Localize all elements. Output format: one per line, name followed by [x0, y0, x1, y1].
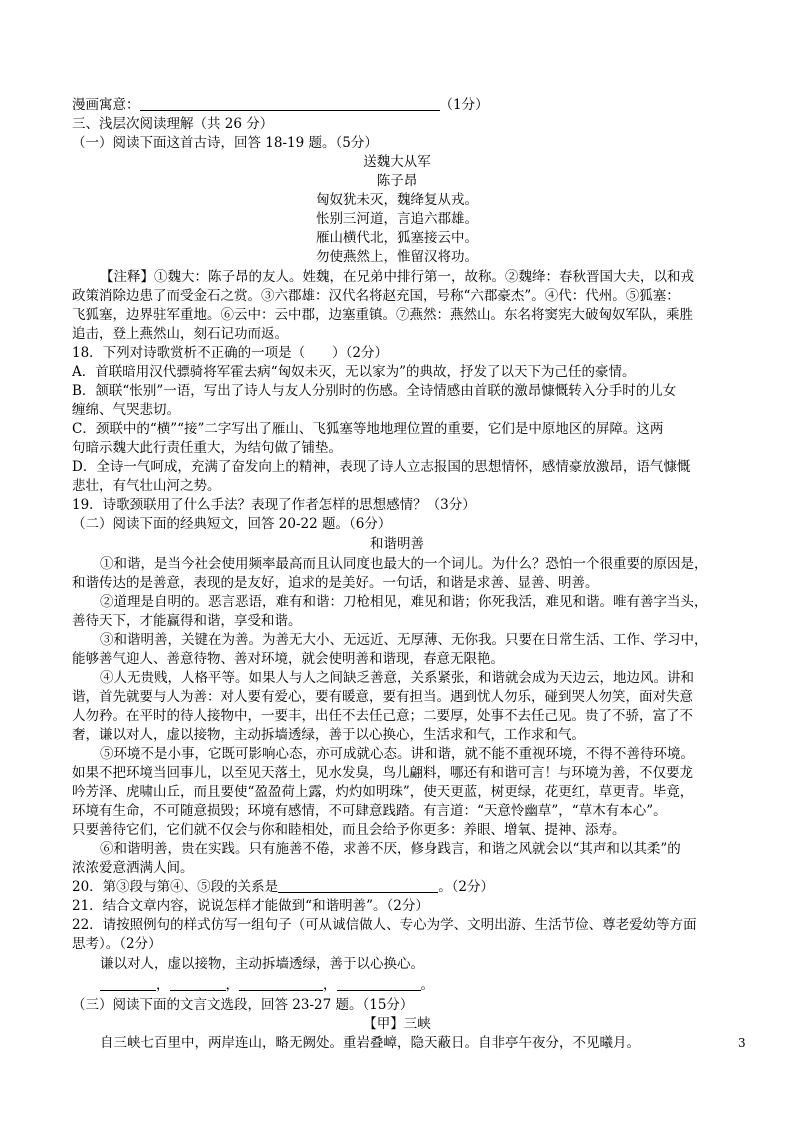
question-20: [72, 878, 726, 897]
essay-line: 谐，首先就要与人为善：对人要有爱心，要有暖意，要有担当。遇到忧人勿乐，碰到哭人勿笑，面对失意: [72, 689, 693, 705]
poem-author: 陈子昂: [376, 173, 418, 189]
essay-line: 能够善气迎人、善意待物、善对环境，就会使明善和谐现，春意无限艳。: [72, 651, 504, 667]
manga-label: 漫画寓意：: [72, 97, 140, 113]
question-19: 19．诗歌颈联用了什么手法？表现了作者怎样的思想感情？（3分）: [72, 497, 476, 513]
question-20-score: 。（2分）: [438, 879, 495, 895]
poem-line: 怅别三河道，言追六郡雄。: [316, 211, 478, 227]
essay-line: ②道理是自明的。恶言恶语，难有和谐：刀枪相见，难见和谐；你死我活，难见和谐。唯有善字当头，: [100, 594, 708, 610]
essay-line: 吟芳泽、虎啸山丘，而且要使“盈盈荷上露，灼灼如明珠”，使天更蓝，树更绿，花更红，草更青。毕竟，: [72, 784, 694, 800]
poem-line: 雁山横代北，狐塞接云中。: [316, 230, 478, 246]
answer-blank[interactable]: [170, 976, 226, 991]
question-18: 18．下列对诗歌赏析不正确的一项是（ ）（2分）: [72, 345, 389, 361]
question-21: 21．结合文章内容，说说怎样才能做到“和谐明善”。（2分）: [72, 898, 429, 914]
essay-line: 人勿矜。在平时的待人接物中，一要丰，出任不去任己意；二要厚，处事不去任己见。贵了不骄，富了不: [72, 708, 693, 724]
comma: ，: [225, 977, 239, 993]
comma: ，: [323, 977, 337, 993]
essay-line: ⑤环境不是小事，它既可影响心态，亦可成就心态。讲和谐，就不能不重视环境，不得不善待环境。: [100, 746, 694, 762]
answer-blank[interactable]: [100, 976, 156, 991]
example-sentence: 谦以对人，虚以接物，主动拆墙透绿，善于以心换心。: [100, 956, 424, 972]
part1-intro: （一）阅读下面这首古诗，回答 18-19 题。（5分）: [72, 135, 378, 151]
essay-line: ⑥和谐明善，贵在实践。只有施善不倦，求善不厌，修身践言，和谐之风就会以“其声和以其柔”的: [100, 841, 681, 857]
essay-line: 奢，谦以对人，虚以接物，主动拆墙透绿，善于以心换心，生活求和气，工作求和气。: [72, 727, 585, 743]
essay-line: 只要善待它们，它们就不仅会与你和睦相处，而且会给予你更多：养眼、增氧、提神、添寿。: [72, 822, 626, 838]
page-number: 3: [738, 1036, 746, 1050]
option-line: 句暗示魏大此行责任重大，为结句做了铺垫。: [72, 440, 342, 456]
answer-blank[interactable]: [278, 878, 438, 893]
option-line: B．颔联“怅别”一语，写出了诗人与友人分别时的伤感。全诗情感由首联的激昂慷慨转入分手时的儿女: [72, 383, 677, 399]
imitation-blanks: [72, 976, 726, 995]
part3-intro: （三）阅读下面的文言文选段，回答 23-27 题。（15分）: [72, 997, 414, 1013]
period: 。: [420, 977, 434, 993]
essay-line: 环境有生命，不可随意损毁；环境有感情，不可肆意践踏。有言道：“天意怜幽草”，“草木有本心”。: [72, 803, 667, 819]
essay-line: ③和谐明善，关键在为善。为善无大小、无远近、无厚薄、无你我。只要在日常生活、工作、学习中，: [100, 632, 708, 648]
answer-blank[interactable]: [140, 96, 440, 111]
answer-blank[interactable]: [239, 976, 323, 991]
essay-line: 如果不把环境当回事儿，以至见天落土，见水发臭，鸟儿翩料，哪还有和谐可言！与环境为善，不仅要龙: [72, 765, 693, 781]
question-22-cont: 思考）。（2分）: [72, 936, 162, 952]
question-22: 22．请按照例句的样式仿写一组句子（可从诚信做人、专心为学、文明出游、生活节俭、尊老爱幼等方面: [72, 917, 697, 933]
essay-line: 善待天下，才能赢得和谐，享受和谐。: [72, 613, 302, 629]
part2-intro: （二）阅读下面的经典短文，回答 20-22 题。（6分）: [72, 516, 392, 532]
poem-title: 送魏大从军: [363, 154, 431, 170]
annotation-line: 政策消除边患了而受金石之赏。③六郡雄：汉代名将赵充国，号称“六郡豪杰”。④代：代州。⑤狐塞：: [72, 288, 680, 304]
option-line: C．颈联中的“横”“接”二字写出了雁山、飞狐塞等地地理位置的重要，它们是中原地区的屏障。这两: [72, 421, 664, 437]
manga-score: （1分）: [439, 97, 489, 113]
annotation-line: 追击，登上燕然山，刻石记功而返。: [72, 326, 288, 342]
poem-line: 勿使燕然上，惟留汉将功。: [316, 249, 478, 265]
annotation-line: 飞狐塞，边界驻军重地。⑥云中：云中郡，边塞重镇。⑦燕然：燕然山。东名将窦宪大破匈奴军队，乘胜: [72, 307, 693, 323]
annotation-line: 【注释】①魏大：陈子昂的友人。姓魏，在兄弟中排行第一，故称。②魏绛：春秋晋国大夫，以和戎: [100, 269, 694, 285]
question-20-text: 20．第③段与第④、⑤段的关系是: [72, 879, 279, 895]
poem-line: 匈奴犹未灭，魏绛复从戎。: [316, 192, 478, 208]
essay-line: ④人无贵贱，人格平等。如果人与人之间缺乏善意，关系紧张，和谐就会成为天边云，地边风。讲和: [100, 670, 694, 686]
comma: ，: [156, 977, 170, 993]
option-line: 悲壮，有气壮山河之势。: [72, 478, 221, 494]
essay-line: ①和谐，是当今社会使用频率最高而且认同度也最大的一个词儿。为什么？恐怕一个很重要的原因是，: [100, 556, 708, 572]
option-line: A．首联暗用汉代骠骑将军霍去病“匈奴未灭，无以家为”的典故，抒发了以天下为己任的豪情。: [72, 364, 636, 380]
classical-title: 【甲】三峡: [363, 1016, 431, 1032]
classical-text-line: 自三峡七百里中，两岸连山，略无阙处。重岩叠嶂，隐天蔽日。自非亭午夜分，不见曦月。: [100, 1035, 640, 1051]
essay-title: 和谐明善: [370, 536, 424, 552]
option-line: 缠绵、气哭悲切。: [72, 402, 180, 418]
essay-line: 浓浓爱意洒满人间。: [72, 860, 194, 876]
option-line: D．全诗一气呵成，充满了奋发向上的精神，表现了诗人立志报国的思想情怀，感情豪放激昂，语气慷慨: [72, 459, 691, 475]
answer-blank[interactable]: [337, 976, 421, 991]
manga-meaning-line: [72, 96, 726, 115]
essay-line: 和谐传达的是善意，表现的是友好，追求的是美好。一句话，和谐是求善、显善、明善。: [72, 575, 599, 591]
section-heading: 三、浅层次阅读理解（共 26 分）: [72, 116, 274, 132]
